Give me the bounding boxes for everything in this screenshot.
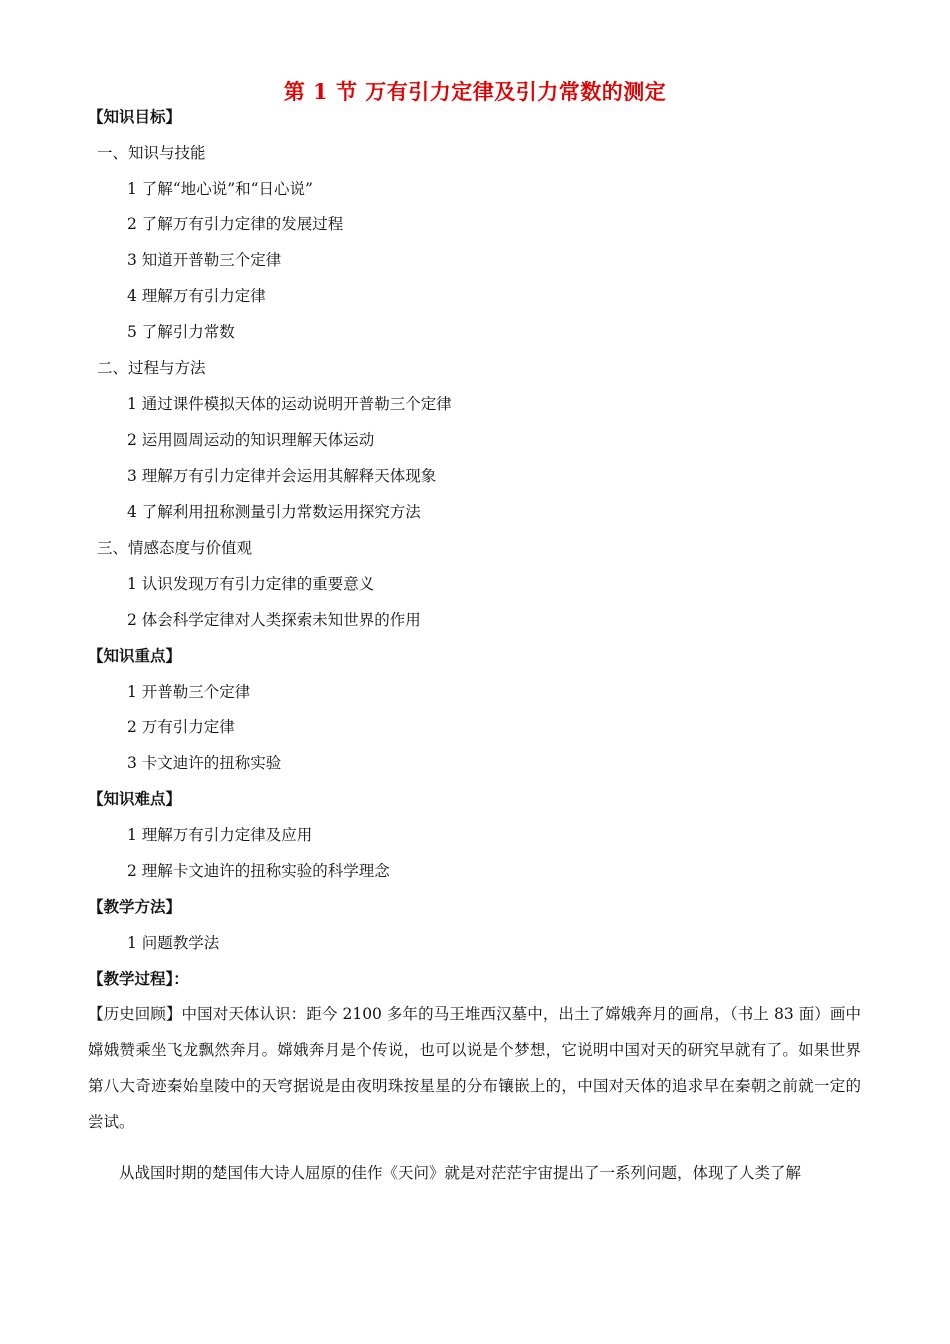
page-title: 第 1 节 万有引力定律及引力常数的测定 xyxy=(283,79,667,104)
list-item: 1 开普勒三个定律 xyxy=(127,683,251,701)
list-item: 1 通过课件模拟天体的运动说明开普勒三个定律 xyxy=(127,395,452,413)
difficulties-heading: 【知识难点】 xyxy=(88,789,182,808)
list-item: 1 问题教学法 xyxy=(127,934,220,952)
list-item: 1 理解万有引力定律及应用 xyxy=(127,826,313,844)
section-knowledge-skills: 一、知识与技能 xyxy=(97,144,206,162)
list-item: 4 了解利用扭称测量引力常数运用探究方法 xyxy=(127,503,421,521)
method-heading: 【教学方法】 xyxy=(88,897,182,916)
objectives-heading: 【知识目标】 xyxy=(88,107,182,126)
list-item: 1 认识发现万有引力定律的重要意义 xyxy=(127,575,375,593)
list-item: 2 运用圆周运动的知识理解天体运动 xyxy=(127,431,375,449)
list-item: 2 体会科学定律对人类探索未知世界的作用 xyxy=(127,611,421,629)
process-heading: 【教学过程】： xyxy=(88,969,189,988)
list-item: 3 知道开普勒三个定律 xyxy=(127,251,282,269)
list-item: 4 理解万有引力定律 xyxy=(127,287,266,305)
list-item: 2 万有引力定律 xyxy=(127,718,235,736)
list-item: 3 理解万有引力定律并会运用其解释天体现象 xyxy=(127,467,437,485)
section-attitudes-values: 三、情感态度与价值观 xyxy=(97,539,253,557)
section-process-methods: 二、过程与方法 xyxy=(97,359,206,377)
list-item: 2 理解卡文迪许的扭称实验的科学理念 xyxy=(127,862,390,880)
history-review-paragraph xyxy=(88,996,861,1140)
qu-yuan-paragraph: 从战国时期的楚国伟大诗人屈原的佳作《天问》就是对茫茫宇宙提出了一系列问题，体现了人类了解 xyxy=(119,1164,802,1182)
key-points-heading: 【知识重点】 xyxy=(88,646,182,665)
list-item: 3 卡文迪许的扭称实验 xyxy=(127,754,282,772)
history-review-label: 【历史回顾】 xyxy=(88,1005,182,1023)
list-item: 1 了解“地心说”和“日心说” xyxy=(127,180,313,198)
list-item: 2 了解万有引力定律的发展过程 xyxy=(127,215,344,233)
history-review-text: 中国对天体认识：距今 2100 多年的马王堆西汉墓中，出土了嫦娥奔月的画帛，（书上 83 面）画中嫦娥赞乘坐飞龙飘然奔月。嫦娥奔月是个传说，也可以说是个梦想，它说明中国对天的研究早就有了。如果世界第八大奇迹秦始皇陵中的天穹据说是由夜明珠按星星的分布镶嵌上的，中国对天体的追求早在秦朝之前就一定的尝试。 xyxy=(88,1005,861,1131)
list-item: 5 了解引力常数 xyxy=(127,323,235,341)
